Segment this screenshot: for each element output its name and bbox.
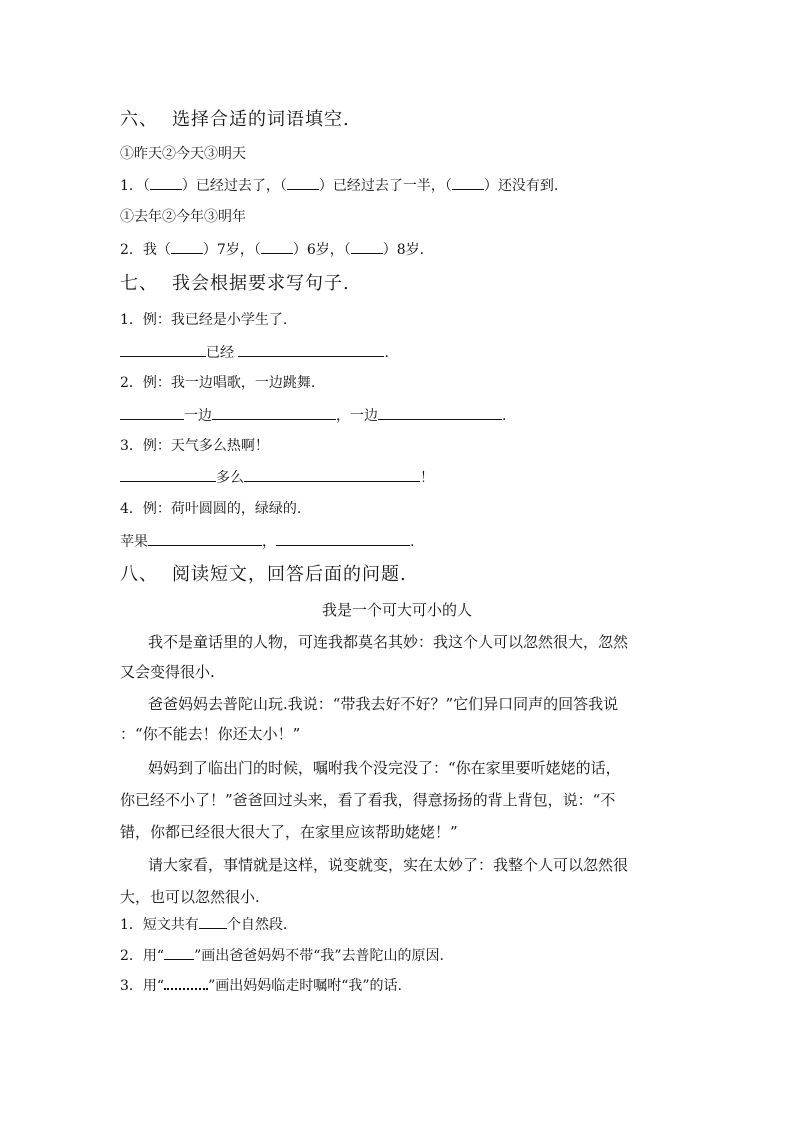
blank-line[interactable] [351, 239, 383, 254]
s7-example-2: 2．例：我一边唱歌，一边跳舞. [120, 375, 316, 391]
section-7-heading [120, 272, 350, 296]
q-number: 1． [120, 178, 143, 194]
blank-line[interactable] [150, 175, 182, 190]
text: ）8岁. [382, 242, 425, 258]
text: 2．用“ [120, 948, 165, 964]
blank-line[interactable] [148, 531, 262, 546]
s6-options-2: ①去年②今年③明年 [120, 209, 246, 225]
reading-question-1 [120, 914, 287, 935]
reading-question-2 [120, 945, 444, 966]
text: 已经 [206, 345, 234, 361]
s6-options-1: ①昨天②今天③明天 [120, 146, 246, 162]
text: 3．用“ [120, 978, 165, 994]
blank-line[interactable] [238, 342, 384, 357]
text: . [502, 408, 507, 424]
text: （ [142, 178, 150, 194]
section-8-heading [120, 563, 407, 587]
s7-answer-3 [120, 467, 434, 488]
text: ）还没有到. [483, 178, 559, 194]
text: ）已经过去了，（ [181, 178, 287, 194]
paragraph-4b: 大，也可以忽然很小. [120, 888, 260, 906]
reading-question-3 [120, 976, 402, 996]
text: 2．我（ [120, 242, 171, 258]
reading-title: 我是一个可大可小的人 [321, 601, 472, 619]
blank-line[interactable] [452, 175, 484, 190]
section-8-title: 阅读短文，回答后面的问题. [172, 564, 407, 585]
text: . [384, 345, 389, 361]
text: 1．短文共有 [120, 917, 199, 933]
text: ！ [420, 470, 434, 486]
section-6-heading [120, 108, 350, 132]
section-7-number: 七、 [120, 273, 158, 294]
s7-example-1: 1．例：我已经是小学生了. [120, 312, 288, 328]
s7-example-4: 4．例：荷叶圆圆的，绿绿的. [120, 501, 302, 517]
text: ，一边 [336, 408, 378, 424]
text: ”画出妈妈临走时嘱咐“我”的话. [208, 978, 402, 994]
paragraph-3a: 妈妈到了临出门的时候，嘱咐我个没完没了：“你在家里要听姥姥的话， [148, 759, 621, 777]
paragraph-3c: 错，你都已经很大很大了，在家里应该帮助姥姥！” [120, 823, 458, 841]
section-6-number: 六、 [120, 109, 158, 130]
section-8-number: 八、 [120, 564, 158, 585]
blank-line[interactable] [244, 467, 420, 482]
blank-line[interactable] [120, 405, 184, 420]
s7-answer-4 [120, 531, 414, 552]
text: 个自然段. [226, 917, 288, 933]
paragraph-3b: 你已经不小了！”爸爸回过头来，看了看我，得意扬扬的背上背包，说：“不 [120, 791, 616, 809]
text: ， [262, 534, 276, 550]
section-7-title: 我会根据要求写句子. [172, 273, 350, 294]
paragraph-1a: 我不是童话里的人物，可连我都莫名其妙：我这个人可以忽然很大，忽然 [148, 633, 629, 651]
s6-question-1 [120, 175, 558, 196]
blank-line[interactable] [212, 405, 336, 420]
text: ）6岁，（ [292, 242, 351, 258]
text: 苹果 [120, 534, 148, 550]
blank-line[interactable] [120, 467, 216, 482]
s7-answer-2 [120, 405, 506, 426]
blank-line[interactable] [199, 914, 227, 929]
text: 一边 [184, 408, 212, 424]
text: ）已经过去了一半，（ [318, 178, 452, 194]
paragraph-2b: ：“你不能去！你还太小！” [120, 725, 301, 743]
blank-line[interactable] [171, 239, 203, 254]
paragraph-4a: 请大家看，事情就是这样，说变就变，实在太妙了：我整个人可以忽然很 [148, 856, 629, 874]
blank-line[interactable] [276, 531, 410, 546]
paragraph-2a: 爸爸妈妈去普陀山玩.我说：“带我去好不好？”它们异口同声的回答我说 [148, 695, 619, 713]
straight-line-mark [164, 945, 194, 960]
section-6-title: 选择合适的词语填空. [172, 109, 350, 130]
blank-line[interactable] [261, 239, 293, 254]
s7-answer-1 [120, 342, 389, 363]
blank-line[interactable] [378, 405, 502, 420]
text: ）7岁，（ [202, 242, 261, 258]
s7-example-3: 3．例：天气多么热啊！ [120, 438, 269, 454]
paragraph-1b: 又会变得很小. [120, 663, 215, 681]
blank-line[interactable] [120, 342, 206, 357]
blank-line[interactable] [287, 175, 319, 190]
wavy-line-mark [164, 976, 208, 990]
text: . [410, 534, 415, 550]
text: ”画出爸爸妈妈不带“我”去普陀山的原因. [194, 948, 444, 964]
s6-question-2 [120, 239, 424, 260]
text: 多么 [216, 470, 244, 486]
